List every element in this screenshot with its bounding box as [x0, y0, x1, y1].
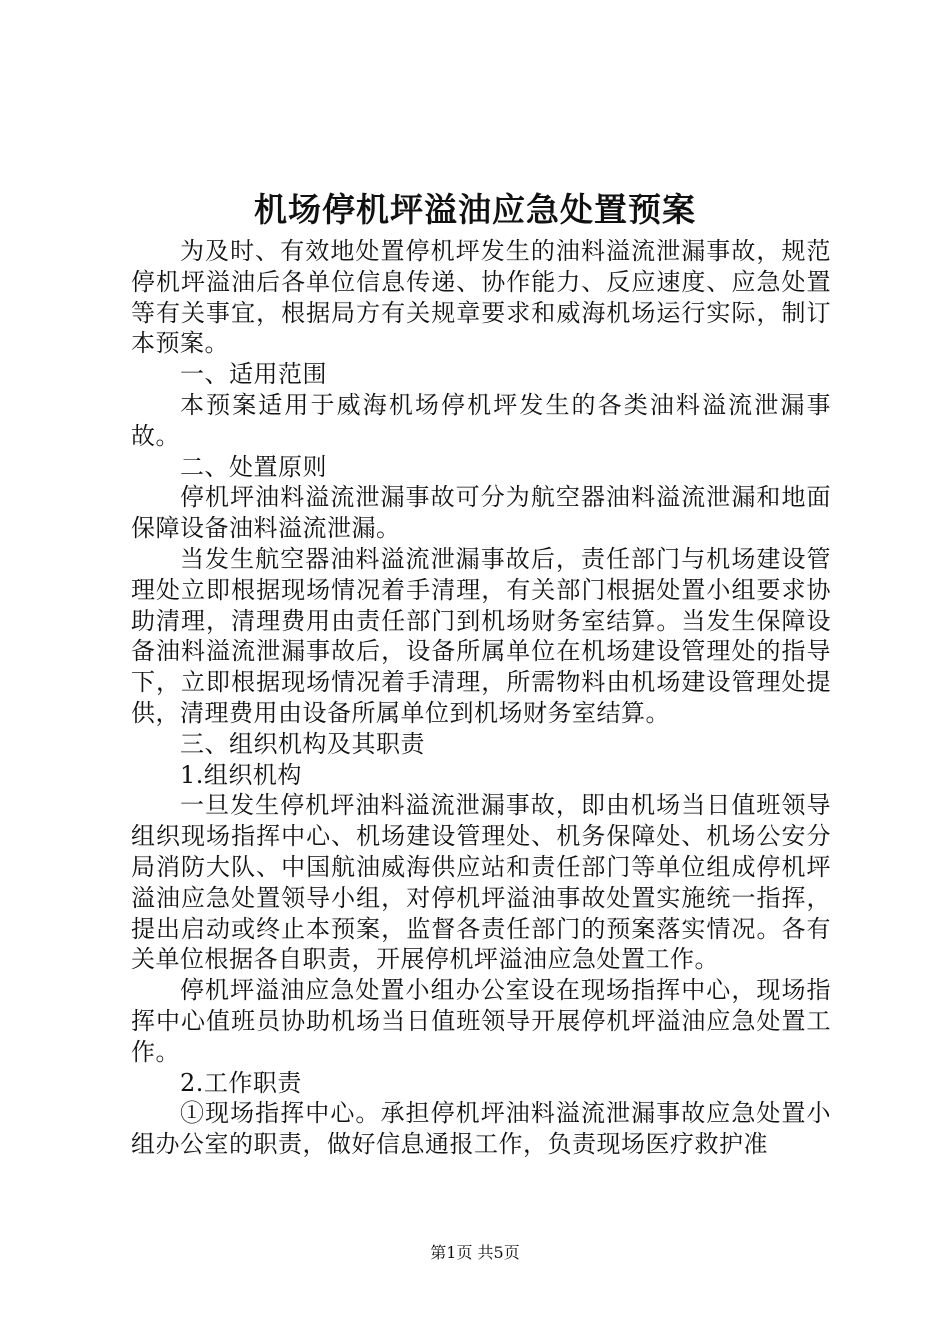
- paragraph-intro: 为及时、有效地处置停机坪发生的油料溢流泄漏事故，规范停机坪溢油后各单位信息传递、协作能力、反应速度、应急处置等有关事宜，根据局方有关规章要求和威海机场运行实际，制订本预案。: [131, 237, 831, 358]
- section-heading-scope: 一、适用范围: [180, 360, 327, 389]
- document-body: [131, 236, 831, 1160]
- paragraph-scope: 本预案适用于威海机场停机坪发生的各类油料溢流泄漏事故。: [131, 390, 831, 450]
- page-number-footer: 第1页 共5页: [430, 1243, 520, 1262]
- document-title: 机场停机坪溢油应急处置预案: [254, 190, 696, 229]
- subheading-duties: 2.工作职责: [180, 1068, 302, 1097]
- paragraph-principles-2: 当发生航空器油料溢流泄漏事故后，责任部门与机场建设管理处立即根据现场情况着手清理，有关部门根据处置小组要求协助清理，清理费用由责任部门到机场财务室结算。当发生保障设备油料溢流泄漏事故后，设备所属单位在机场建设管理处的指导下，立即根据现场情况着手清理，所需物料由机场建设管理处提供，清理费用由设备所属单位到机场财务室结算。: [131, 544, 831, 727]
- paragraph-principles-1: 停机坪油料溢流泄漏事故可分为航空器油料溢流泄漏和地面保障设备油料溢流泄漏。: [131, 483, 831, 543]
- section-heading-organization: 三、组织机构及其职责: [180, 729, 425, 758]
- subheading-organization: 1.组织机构: [180, 760, 302, 789]
- paragraph-organization-1: 一旦发生停机坪油料溢流泄漏事故，即由机场当日值班领导组织现场指挥中心、机场建设管理处、机务保障处、机场公安分局消防大队、中国航油威海供应站和责任部门等单位组成停机坪溢油应急处置领导小组，对停机坪溢油事故处置实施统一指挥，提出启动或终止本预案，监督各责任部门的预案落实情况。各有关单位根据各自职责，开展停机坪溢油应急处置工作。: [131, 791, 831, 974]
- paragraph-duties-1: ①现场指挥中心。承担停机坪油料溢流泄漏事故应急处置小组办公室的职责，做好信息通报工作，负责现场医疗救护准: [131, 1099, 831, 1159]
- section-heading-principles: 二、处置原则: [180, 452, 327, 481]
- paragraph-organization-2: 停机坪溢油应急处置小组办公室设在现场指挥中心，现场指挥中心值班员协助机场当日值班领导开展停机坪溢油应急处置工作。: [131, 976, 831, 1066]
